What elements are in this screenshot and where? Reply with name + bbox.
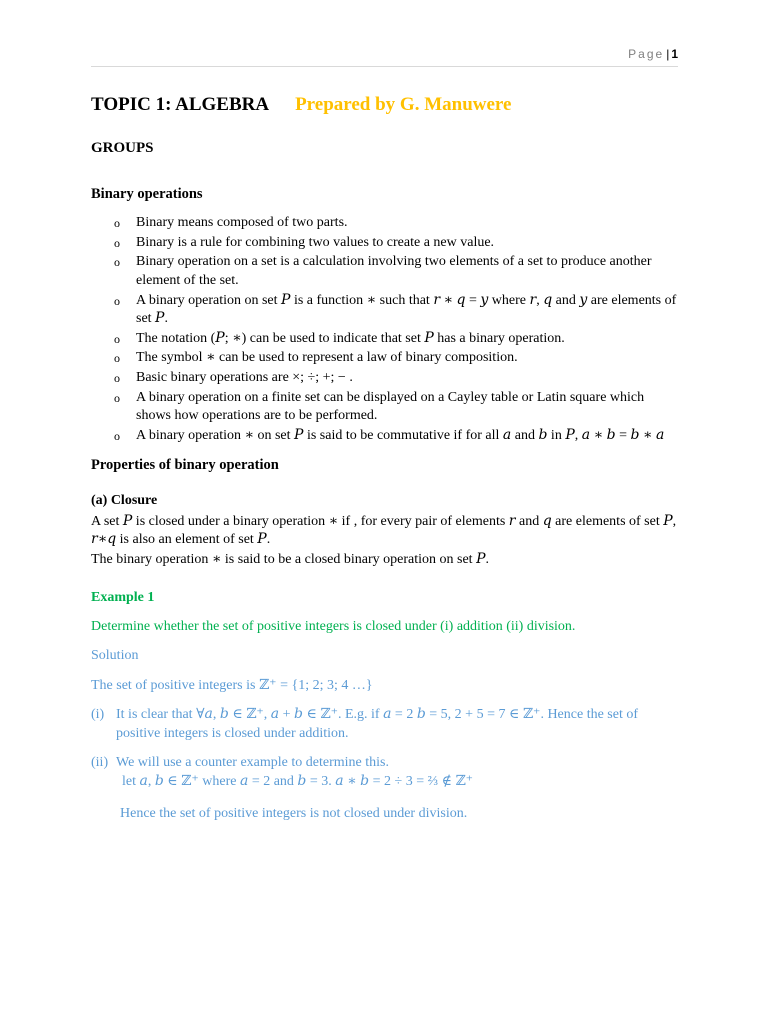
hollow-bullet-icon: o xyxy=(114,371,120,386)
hollow-bullet-icon: o xyxy=(114,331,120,346)
solution-label: Solution xyxy=(91,648,139,663)
part-i-text: It is clear that ∀𝑎, 𝑏 ∈ ℤ⁺, 𝑎 + 𝑏 ∈ ℤ⁺. E.g. if 𝑎 = 2 𝑏 = 5, 2 + 5 = 7 ∈ ℤ⁺. Hence the set of positive integers is closed under addition. xyxy=(116,707,639,741)
page-header xyxy=(628,47,678,61)
closure-heading: (a) Closure xyxy=(91,492,158,508)
hollow-bullet-icon: o xyxy=(114,235,120,250)
list-item: o Basic binary operations are ×; ÷; +; − . xyxy=(91,369,681,388)
solution-part-ii xyxy=(91,754,681,773)
bullet-list xyxy=(91,214,681,446)
list-item: o A binary operation on a finite set can be displayed on a Cayley table or Latin square which shows how operations are to be performed. xyxy=(114,389,645,424)
list-item: o Binary means composed of two parts. xyxy=(91,214,681,233)
part-ii-text: We will use a counter example to determine this. xyxy=(116,755,389,770)
hollow-bullet-icon: o xyxy=(114,293,120,308)
subsection-heading: Binary operations xyxy=(91,186,203,202)
hollow-bullet-icon: o xyxy=(114,351,120,366)
part-ii-conclusion: Hence the set of positive integers is not closed under division. xyxy=(120,806,468,821)
part-i-label: (i) xyxy=(91,707,105,722)
closure-statement: The binary operation ∗ is said to be a closed binary operation on set 𝑃. xyxy=(91,551,489,567)
part-ii-label: (ii) xyxy=(91,755,109,770)
positive-integers-definition: The set of positive integers is ℤ⁺ = {1; 2; 3; 4 …} xyxy=(91,677,373,693)
example-question: Determine whether the set of positive integers is closed under (i) addition (ii) division. xyxy=(91,619,576,634)
hollow-bullet-icon: o xyxy=(114,255,120,270)
page-word: Page xyxy=(628,47,665,61)
list-item: o Binary operation on a set is a calculation involving two elements of a set to produce another element of the set. xyxy=(114,254,652,288)
list-item: o The symbol ∗ can be used to represent a law of binary composition. xyxy=(91,349,681,368)
list-item: o Binary is a rule for combining two values to create a new value. xyxy=(91,234,681,253)
solution-part-i xyxy=(91,706,681,743)
header-divider xyxy=(91,66,678,67)
part-ii-counterexample: let 𝑎, 𝑏 ∈ ℤ⁺ where 𝑎 = 2 and 𝑏 = 3. 𝑎 ∗ 𝑏 = 2 ÷ 3 = ⅔ ∉ ℤ⁺ xyxy=(122,773,474,789)
list-item: o A binary operation on set 𝑃 is a function ∗ such that 𝑟 ∗ 𝑞 = 𝑦 where 𝑟, 𝑞 and 𝑦 are elements of set 𝑃. xyxy=(114,292,677,327)
author-credit: Prepared by G. Manuwere xyxy=(295,94,512,115)
section-heading: GROUPS xyxy=(91,140,154,156)
list-item: o A binary operation ∗ on set 𝑃 is said to be commutative if for all 𝑎 and 𝑏 in 𝑃, 𝑎 ∗ 𝑏 = 𝑏 ∗ 𝑎 xyxy=(91,427,681,446)
properties-heading: Properties of binary operation xyxy=(91,456,279,473)
list-item: o The notation (𝑃; ∗) can be used to indicate that set 𝑃 has a binary operation. xyxy=(91,330,681,349)
example-title: Example 1 xyxy=(91,590,155,605)
topic-title: TOPIC 1: ALGEBRA xyxy=(91,94,270,115)
document-body xyxy=(91,92,681,824)
hollow-bullet-icon: o xyxy=(114,429,120,443)
closure-definition: A set 𝑃 is closed under a binary operation ∗ if , for every pair of elements 𝑟 and 𝑞 are elements of set 𝑃, 𝑟∗𝑞 is also an element of set 𝑃. xyxy=(91,513,677,547)
hollow-bullet-icon: o xyxy=(114,390,120,405)
hollow-bullet-icon: o xyxy=(114,216,120,230)
page-title xyxy=(91,92,681,118)
page-separator: | xyxy=(666,47,670,61)
page-number: 1 xyxy=(671,47,678,61)
